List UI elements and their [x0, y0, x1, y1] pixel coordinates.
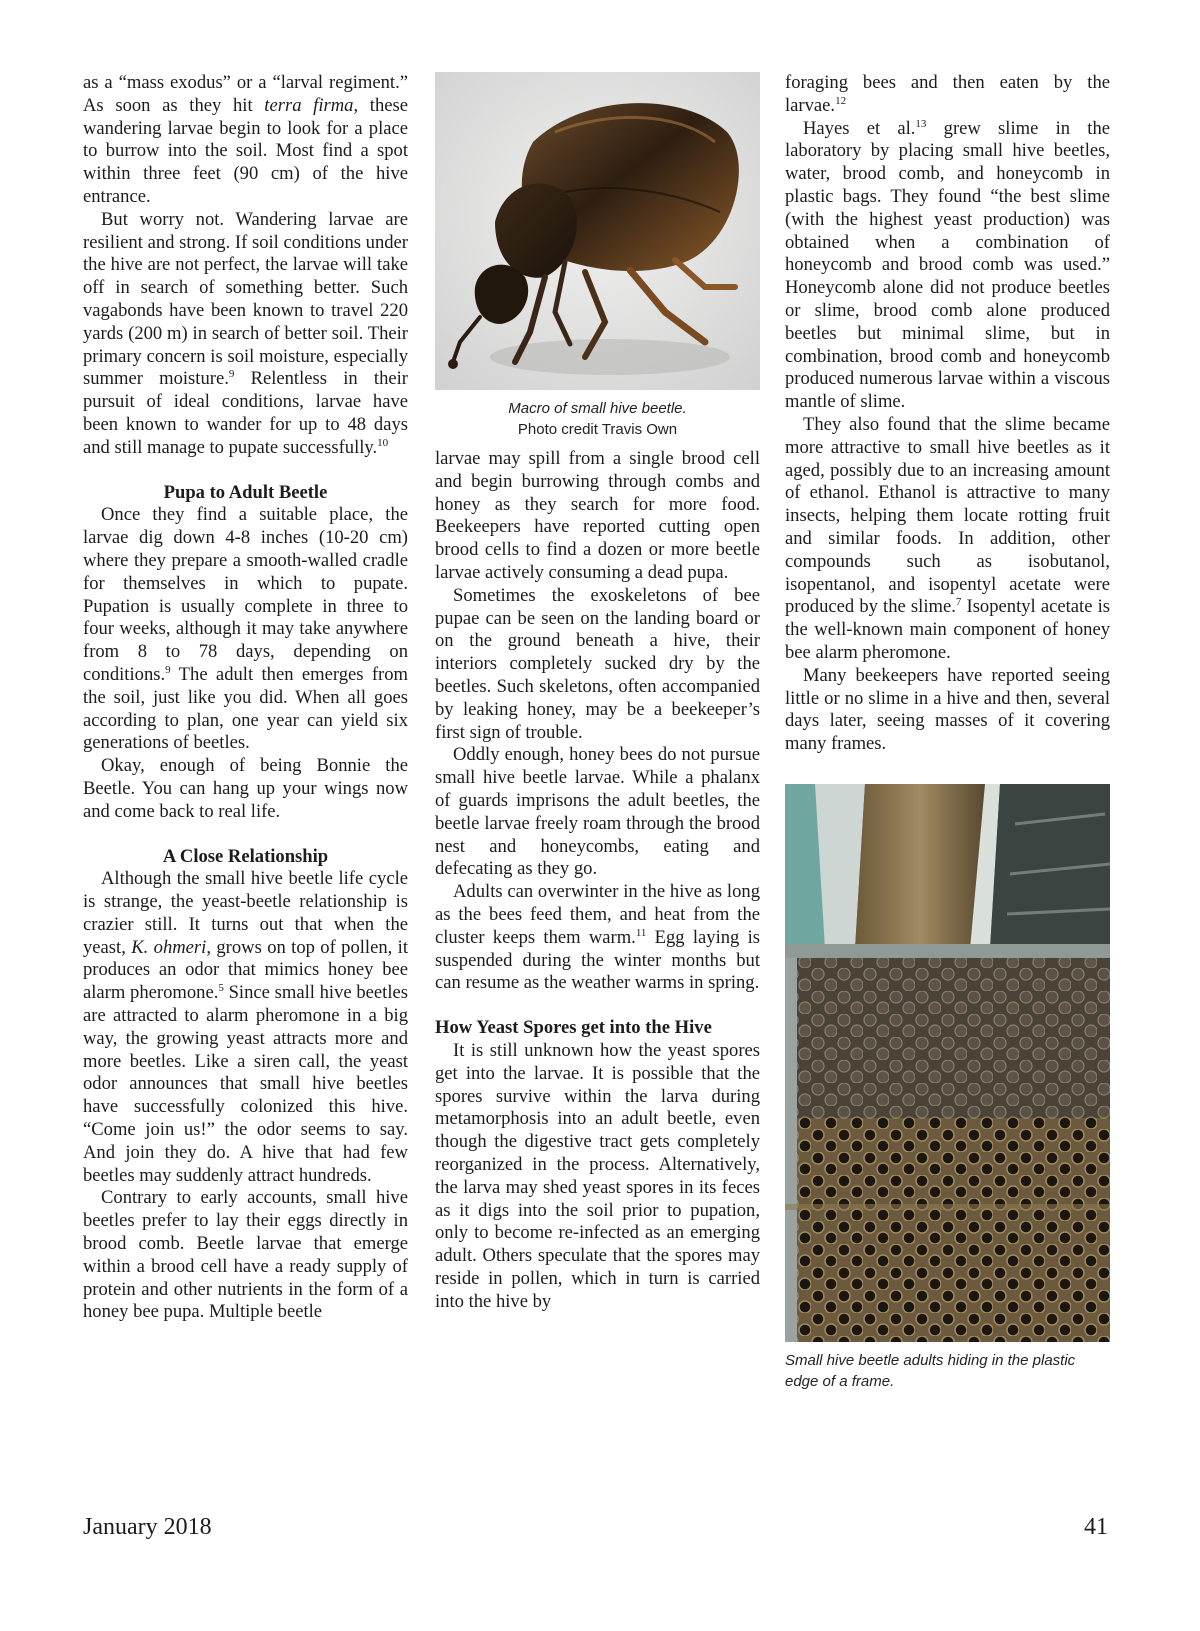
footnote-ref: 7: [955, 596, 962, 609]
paragraph: Many beekeepers have reported seeing little or no slime in a hive and then, several days later, seeing masses of it covering many frames.: [785, 664, 1110, 755]
section-heading: How Yeast Spores get into the Hive: [435, 1017, 712, 1039]
paragraph: Once they find a suitable place, the larvae dig down 4-8 inches (10-20 cm) where they prepare a smooth-walled cradle for themselves in which to pupate. Pupation is usually complete in three to four weeks, although it may take anywhere from 8 to 78 days, depending on conditions.$^9$ The adult then emerges from the soil, just like you did. When all goes according to plan, one year can yield six generations of beetles.: [83, 504, 408, 754]
paragraph: Adults can overwinter in the hive as long as the bees feed them, and heat from the cluster keeps them warm.$^{11}$ Egg laying is suspended during the winter months but can resume as the weather warms in spring.: [435, 881, 760, 994]
footer-date: January 2018: [83, 1514, 212, 1540]
frame-figure: [785, 784, 1110, 1392]
footnote-ref: 12: [835, 94, 847, 107]
footnote-ref: 13: [915, 117, 927, 130]
paragraph: foraging bees and then eaten by the larvae.$^{12}$: [785, 72, 1110, 116]
footnote-ref: 9: [228, 368, 235, 381]
paragraph: They also found that the slime became more attractive to small hive beetles as it aged, possibly due to an increasing amount of ethanol. Ethanol is attractive to many insects, helping them locate rotting fruit and similar foods. In addition, other compounds such as isobutanol, isopentanol, and isopentyl acetate were produced by the slime.$^7$ Isopentyl acetate is the well-known main component of honey bee alarm pheromone.: [785, 413, 1110, 663]
paragraph: larvae may spill from a single brood cell and begin burrowing through combs and honey as they search for more food. Beekeepers have reported cutting open brood cells to find a dozen or more beetle larvae actively consuming a dead pupa.: [435, 448, 760, 583]
paragraph: Hayes et al.$^{13}$ grew slime in the laboratory by placing small hive beetles, water, brood comb, and honeycomb in plastic bags. They found “the best slime (with the highest yeast production) was obtained when a combination of honeycomb and brood comb was used.” Honeycomb alone did not produce beetles or slime, brood comb alone produced beetles but minimal slime, but in combination, brood comb and honeycomb produced numerous larvae within a viscous mantle of slime.: [785, 117, 1110, 413]
hive-frame-photo: [785, 784, 1110, 1342]
section-heading: Pupa to Adult Beetle: [163, 481, 328, 503]
paragraph: as a “mass exodus” or a “larval regiment.” As soon as they hit terra firma, these wandering larvae begin to look for a place to burrow into the soil. Most find a spot within three feet (90 cm) of the hive entrance.: [83, 72, 408, 207]
column-2: [435, 72, 760, 1313]
figure-caption: Macro of small hive beetle. Photo credit Travis Own: [508, 400, 687, 438]
column-1: [83, 72, 408, 1324]
footnote-ref: 5: [218, 982, 224, 995]
footnote-ref: 9: [165, 663, 171, 676]
beetle-macro-photo: [435, 72, 760, 390]
footnote-ref: 10: [377, 436, 389, 449]
paragraph: Okay, enough of being Bonnie the Beetle. You can hang up your wings now and come back to real life.: [83, 755, 408, 822]
section-heading: A Close Relationship: [162, 845, 329, 867]
figure-caption: Small hive beetle adults hiding in the plastic edge of a frame.: [785, 1351, 1076, 1390]
beetle-figure: [435, 72, 760, 440]
page-number: 41: [1084, 1514, 1108, 1540]
paragraph: Although the small hive beetle life cycle is strange, the yeast-beetle relationship is crazier still. It turns out that when the yeast, K. ohmeri, grows on top of pollen, it produces an odor that mimics honey bee alarm pheromone.$^5$ Since small hive beetles are attracted to alarm pheromone in a big way, the growing yeast attracts more and more beetles. Like a siren call, the yeast odor announces that small hive beetles have successfully colonized this hive. “Come join us!” the odor seems to say. And join they do. A hive that had few beetles may suddenly attract hundreds.: [83, 868, 408, 1186]
paragraph: It is still unknown how the yeast spores get into the larvae. It is possible that the spores survive within the larva during metamorphosis into an adult beetle, even though the digestive tract gets completely reorganized in the process. Alternatively, the larva may shed yeast spores in its feces as it digs into the soil prior to pupation, only to become re-infected as an emerging adult. Others speculate that the spores may reside in pollen, which in turn is carried into the hive by: [435, 1039, 760, 1312]
column-3: [785, 72, 1110, 1392]
paragraph: But worry not. Wandering larvae are resilient and strong. If soil conditions under the hive are not perfect, the larvae will take off in search of something better. Such vagabonds have been known to travel 220 yards (200 m) in search of better soil. Their primary concern is soil moisture, especially summer moisture.$^9$ Relentless in their pursuit of ideal conditions, larvae have been known to wander for up to 48 days and still manage to pupate successfully.$^{10}$: [83, 208, 408, 458]
paragraph: Sometimes the exoskeletons of bee pupae can be seen on the landing board or on the ground beneath a hive, their interiors completely sucked dry by the beetles. Such skeletons, often accompanied by leaking honey, may be a beekeeper’s first sign of trouble.: [435, 584, 760, 743]
paragraph: Contrary to early accounts, small hive beetles prefer to lay their eggs directly in brood comb. Beetle larvae that emerge within a brood cell have a ready supply of protein and other nutrients in the form of a honey bee pupa. Multiple beetle: [83, 1187, 408, 1323]
footnote-ref: 11: [635, 926, 647, 939]
paragraph: Oddly enough, honey bees do not pursue small hive beetle larvae. While a phalanx of guards imprisons the adult beetles, the beetle larvae freely roam through the brood nest and honeycombs, eating and defecating as they go.: [435, 744, 760, 880]
